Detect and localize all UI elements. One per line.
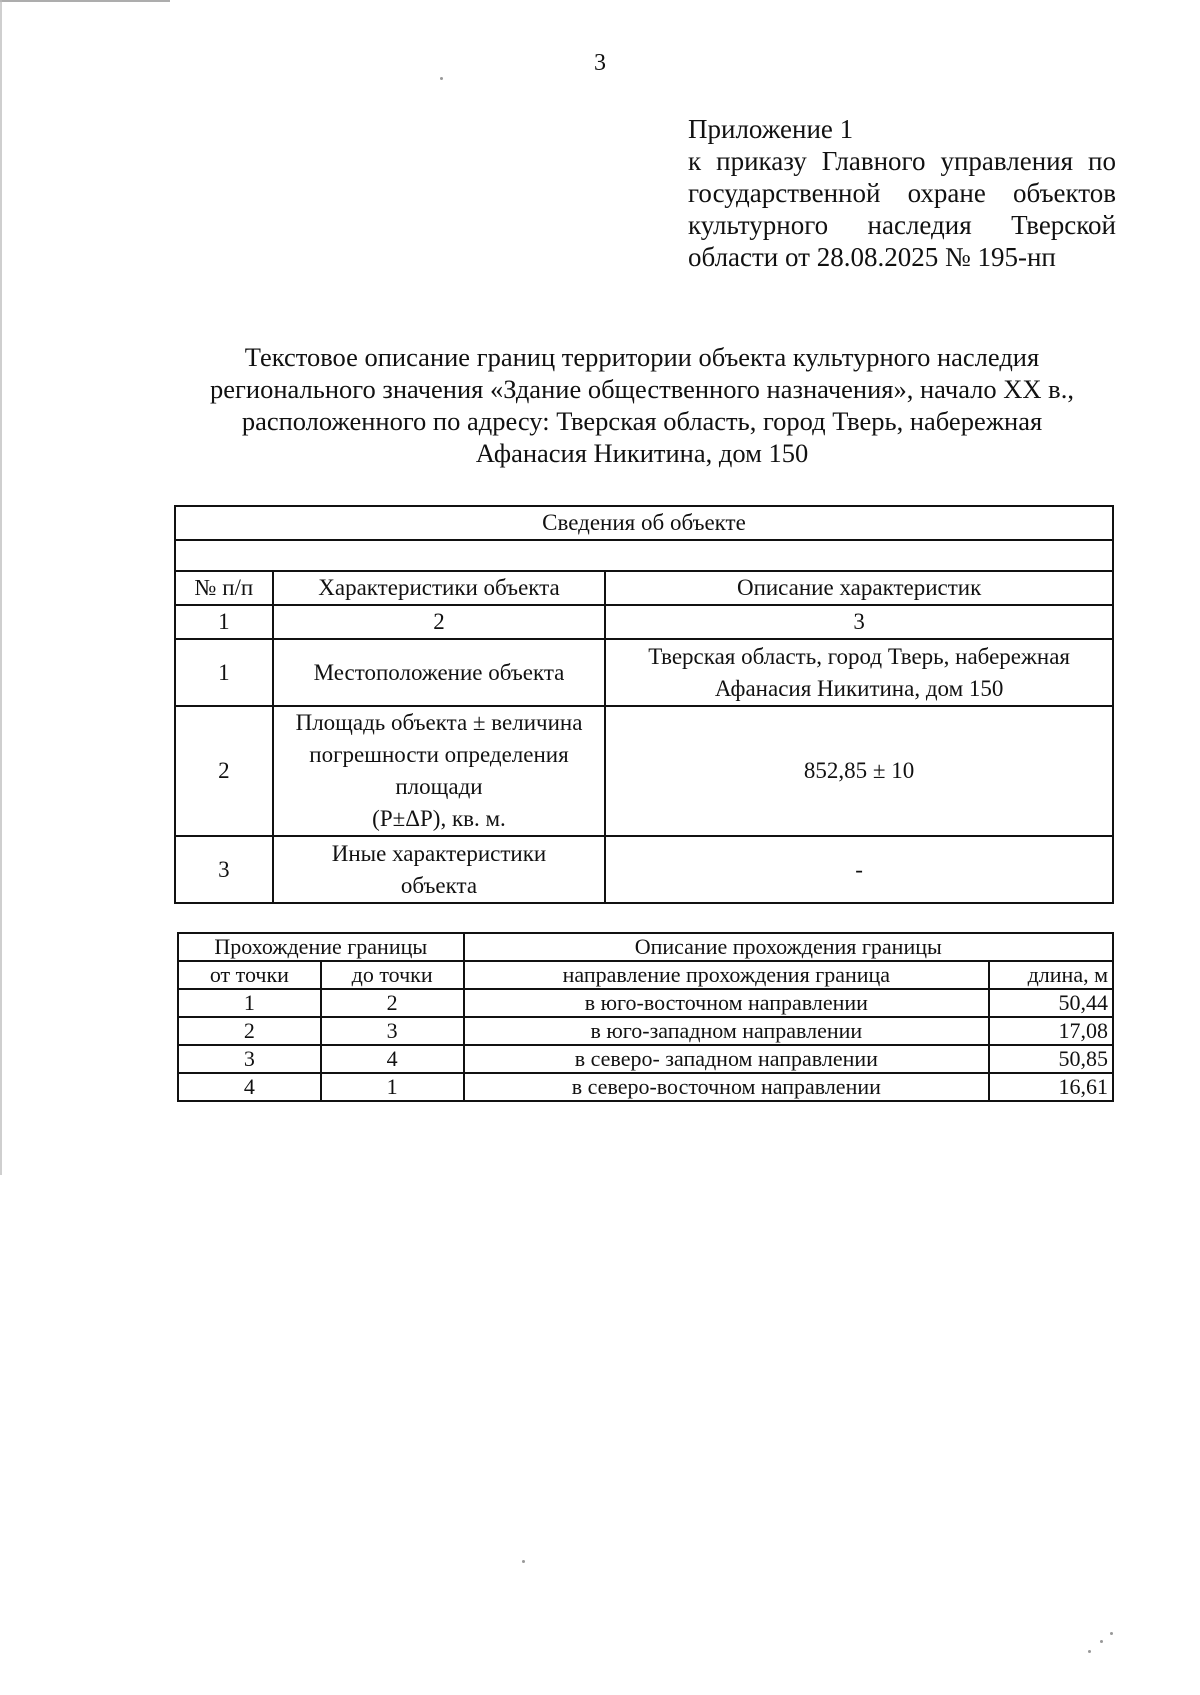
object-table-caption: Сведения об объекте	[175, 506, 1113, 540]
object-table-empty-cell	[175, 540, 1113, 571]
appendix-line-5: области от 28.08.2025 № 195-нп	[688, 242, 1056, 272]
cell-to: 1	[321, 1073, 464, 1101]
appendix-line-3: государственной охране объектов	[688, 178, 1116, 208]
scan-speck	[1088, 1650, 1091, 1653]
scan-left-margin-line	[0, 0, 2, 1175]
cell-direction: в юго-восточном направлении	[464, 989, 990, 1017]
scan-edge-line	[0, 0, 170, 2]
header-boundary-description: Описание прохождения границы	[464, 933, 1114, 961]
row-characteristic	[273, 836, 605, 903]
document-title	[170, 341, 1114, 469]
boundary-group-header-row	[178, 933, 1113, 961]
table-row	[178, 989, 1113, 1017]
boundary-table	[177, 932, 1114, 1102]
cell-from: 1	[178, 989, 321, 1017]
cell-to: 3	[321, 1017, 464, 1045]
cell-length: 50,44	[989, 989, 1113, 1017]
row-characteristic	[273, 706, 605, 836]
object-table-header-row	[175, 571, 1113, 605]
scan-speck	[1100, 1640, 1103, 1643]
cell-to: 2	[321, 989, 464, 1017]
row-num: 3	[175, 836, 273, 903]
boundary-header-row	[178, 961, 1113, 989]
cell-length: 16,61	[989, 1073, 1113, 1101]
row-characteristic	[273, 639, 605, 706]
table-row	[178, 1045, 1113, 1073]
text-line: Иные характеристики	[331, 840, 547, 866]
title-line-2: регионального значения «Здание общественного назначения», начало XX в.,	[210, 374, 1074, 404]
table-row	[178, 1073, 1113, 1101]
object-table-numbering-row	[175, 605, 1113, 639]
cell-to: 4	[321, 1045, 464, 1073]
cell-direction: в северо-восточном направлении	[464, 1073, 990, 1101]
header-direction: направление прохождения граница	[464, 961, 990, 989]
title-line-4: Афанасия Никитина, дом 150	[475, 438, 809, 468]
row-description	[605, 706, 1113, 836]
text-line: -	[855, 856, 863, 882]
table-row	[175, 706, 1113, 836]
header-from-point: от точки	[178, 961, 321, 989]
text-line: Местоположение объекта	[313, 659, 565, 685]
object-info-table	[174, 505, 1114, 904]
header-length: длина, м	[989, 961, 1113, 989]
cell-from: 2	[178, 1017, 321, 1045]
title-line-1: Текстовое описание границ территории объекта культурного наследия	[244, 342, 1040, 372]
text-line: Площадь объекта ± величина	[295, 710, 583, 735]
text-line: (Р±ΔР), кв. м.	[372, 806, 506, 831]
text-line: Тверская область, город Тверь, набережная	[648, 643, 1070, 669]
cell-from: 3	[178, 1045, 321, 1073]
appendix-line-2: к приказу Главного управления по	[688, 146, 1116, 176]
header-characteristic: Характеристики объекта	[273, 571, 605, 605]
row-description	[605, 836, 1113, 903]
scan-speck	[522, 1560, 525, 1563]
row-num: 2	[175, 706, 273, 836]
header-boundary-passage: Прохождение границы	[178, 933, 464, 961]
text-line: 852,85 ± 10	[803, 758, 915, 783]
object-table-empty-row	[175, 540, 1113, 571]
row-num: 1	[175, 639, 273, 706]
cell-direction: в северо- западном направлении	[464, 1045, 990, 1073]
cell-length: 50,85	[989, 1045, 1113, 1073]
row-description	[605, 639, 1113, 706]
header-num: № п/п	[175, 571, 273, 605]
object-table-caption-row	[175, 506, 1113, 540]
header-to-point: до точки	[321, 961, 464, 989]
text-line: погрешности определения	[309, 742, 569, 767]
text-line: Афанасия Никитина, дом 150	[714, 675, 1004, 701]
title-line-3: расположенного по адресу: Тверская область, город Тверь, набережная	[241, 406, 1043, 436]
appendix-line-1: Приложение 1	[688, 114, 854, 144]
scan-speck	[1110, 1632, 1113, 1635]
numbering-cell: 2	[273, 605, 605, 639]
page-number: 3	[594, 50, 606, 76]
table-row	[175, 639, 1113, 706]
scan-speck	[440, 77, 443, 80]
table-row	[175, 836, 1113, 903]
numbering-cell: 3	[605, 605, 1113, 639]
numbering-cell: 1	[175, 605, 273, 639]
text-line: объекта	[400, 872, 478, 898]
appendix-line-4: культурного наследия Тверской	[688, 210, 1116, 240]
cell-from: 4	[178, 1073, 321, 1101]
cell-direction: в юго-западном направлении	[464, 1017, 990, 1045]
cell-length: 17,08	[989, 1017, 1113, 1045]
table-row	[178, 1017, 1113, 1045]
appendix-header	[688, 113, 1116, 273]
header-description: Описание характеристик	[605, 571, 1113, 605]
text-line: площади	[395, 774, 483, 799]
